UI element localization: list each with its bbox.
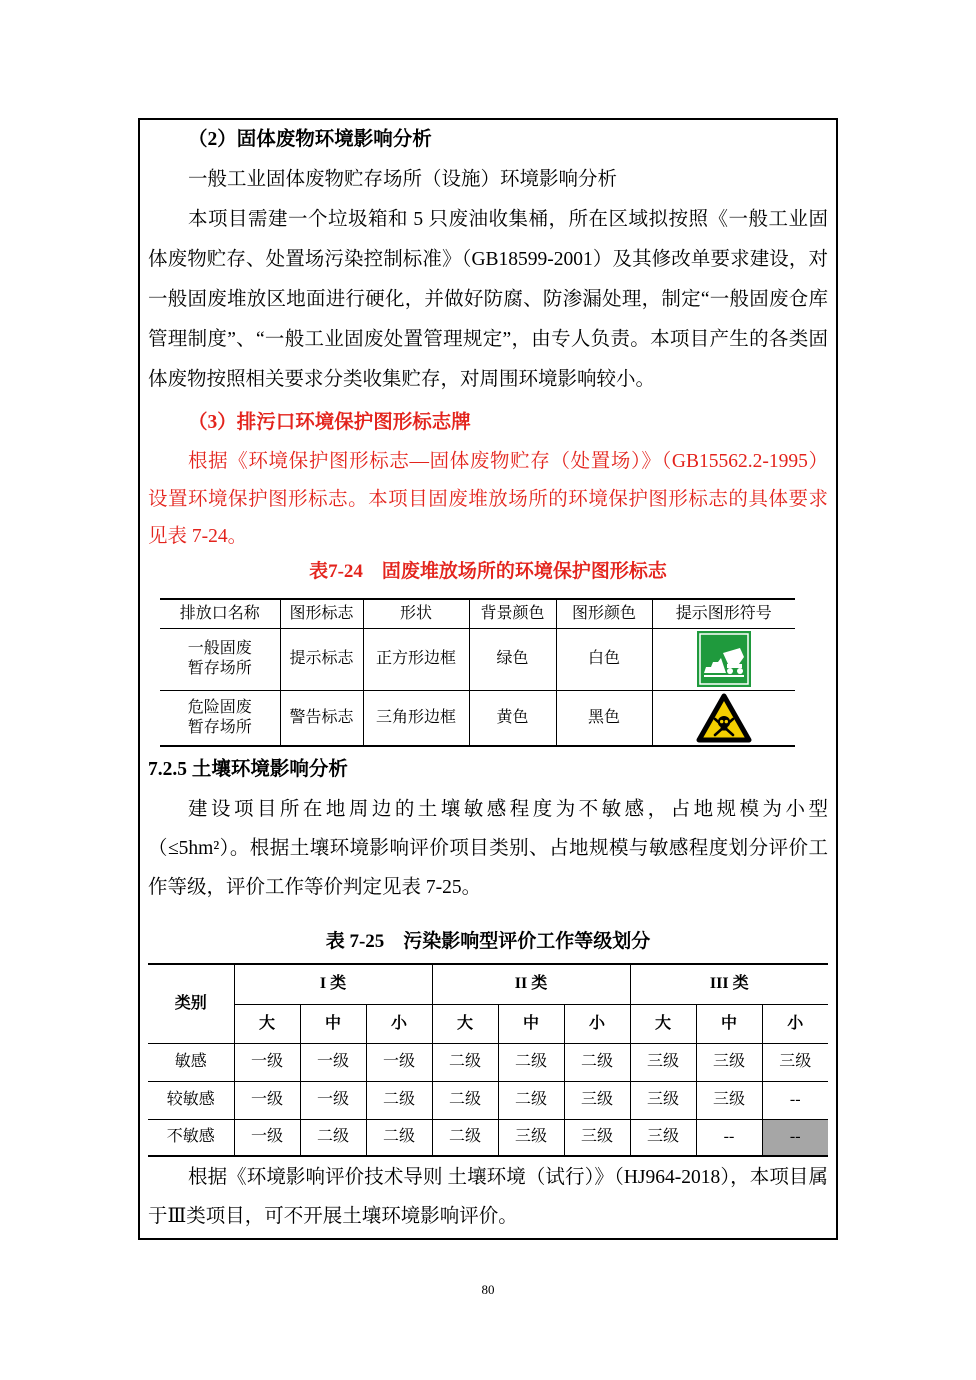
outlet-signs-heading: （3）排污口环境保护图形标志牌 [188,412,471,433]
general-solid-waste-sign-icon [697,631,751,687]
grade-cell: 二级 [432,1043,498,1081]
table-row [160,628,795,690]
outlet-name-line: 暂存场所 [187,718,252,736]
solid-waste-heading: （2）固体废物环境影响分析 [188,129,432,150]
scale-header-medium: 中 [300,1004,366,1043]
col-header-outlet-name: 排放口名称 [160,599,280,628]
solid-waste-paragraph: 本项目需建一个垃圾箱和 5 只废油收集桶，所在区域拟按照《一般工业固体废物贮存、处置场污染控制标准》（GB18599-2001）及其修改单要求建设，对一般固废堆放区地面进行硬化，并做好防腐、防渗漏处理，制定“一般固废仓库管理制度”、“一般工业固废处置管理规定”，由专人负责。本项目产生的各类固体废物按照相关要求分类收集贮存，对周围环境影响较小。 [148,209,828,390]
symbol-cell [652,690,795,746]
grade-cell: 二级 [300,1119,366,1156]
grade-cell: 三级 [564,1119,630,1156]
soil-paragraph: 建设项目所在地周边的土壤敏感程度为不敏感，占地规模为小型（≤5hm²）。根据土壤环境影响评价项目类别、占地规模与敏感程度划分评价工作等级，评价工作等价判定见表 7-25。 [148,799,828,898]
background-color-cell: 绿色 [469,628,556,690]
outlet-signs-paragraph: 根据《环境保护图形标志—固体废物贮存（处置场）》（GB15562.2-1995）设置环境保护图形标志。本项目固废堆放场所的环境保护图形标志的具体要求见表 7-24。 [148,451,828,547]
grade-cell: 三级 [696,1081,762,1119]
grade-cell: 三级 [564,1081,630,1119]
grade-cell: 一级 [234,1043,300,1081]
grade-cell: 二级 [432,1119,498,1156]
outlet-name-cell [160,690,280,746]
soil-table-caption: 表 7-25 污染影响型评价工作等级划分 [325,931,651,952]
table-header-row [148,964,828,1004]
scale-header-small: 小 [564,1004,630,1043]
grade-cell: 二级 [432,1081,498,1119]
scale-header-medium: 中 [498,1004,564,1043]
group-header-class-ii: II 类 [432,964,630,1004]
grade-cell: 二级 [498,1081,564,1119]
grade-cell: 三级 [630,1119,696,1156]
grade-cell: 二级 [564,1043,630,1081]
shape-cell: 正方形边框 [363,628,469,690]
scale-header-large: 大 [432,1004,498,1043]
scale-header-large: 大 [630,1004,696,1043]
outlet-name-line: 危险固废 [187,698,252,716]
table-row [148,1043,828,1081]
grade-cell: 三级 [498,1119,564,1156]
outlet-name-line: 一般固废 [187,640,252,657]
page-number: 80 [481,1282,495,1297]
soil-section-heading: 7.2.5 土壤环境影响分析 [148,759,348,780]
soil-assessment-grade-table [148,963,828,1157]
scale-header-large: 大 [234,1004,300,1043]
table-row [148,1119,828,1156]
grade-cell: 三级 [762,1043,828,1081]
category-header: 类别 [148,964,234,1043]
col-header-symbol-color: 图形颜色 [556,599,652,628]
col-header-background-color: 背景颜色 [469,599,556,628]
symbol-color-cell: 黑色 [556,690,652,746]
grade-cell: 一级 [300,1081,366,1119]
group-header-class-iii: III 类 [630,964,828,1004]
sign-table [160,598,795,747]
sign-type-cell: 警告标志 [280,690,363,746]
outlet-name-line: 暂存场所 [187,660,252,677]
sign-type-cell: 提示标志 [280,628,363,690]
scale-header-small: 小 [366,1004,432,1043]
grade-cell: 一级 [300,1043,366,1081]
col-header-symbol: 提示图形符号 [652,599,795,628]
grade-cell: 一级 [234,1119,300,1156]
group-header-class-i: I 类 [234,964,432,1004]
grade-cell: 二级 [366,1119,432,1156]
table-header-row [160,599,795,628]
hazardous-waste-warning-sign-icon [696,693,752,743]
col-header-sign-type: 图形标志 [280,599,363,628]
grade-cell: -- [696,1119,762,1156]
sign-table-caption: 表7-24 固废堆放场所的环境保护图形标志 [309,561,667,582]
grade-cell: 三级 [630,1043,696,1081]
grade-cell: 一级 [366,1043,432,1081]
sensitivity-label: 较敏感 [148,1081,234,1119]
solid-waste-subheading: 一般工业固体废物贮存场所（设施）环境影响分析 [188,169,618,190]
symbol-cell [652,628,795,690]
table-row [148,1081,828,1119]
sensitivity-label: 敏感 [148,1043,234,1081]
grade-cell: -- [762,1081,828,1119]
soil-conclusion-paragraph: 根据《环境影响评价技术导则 土壤环境（试行）》（HJ964-2018），本项目属于Ⅲ类项目，可不开展土壤环境影响评价。 [148,1167,828,1227]
grade-cell: 三级 [696,1043,762,1081]
sensitivity-label: 不敏感 [148,1119,234,1156]
background-color-cell: 黄色 [469,690,556,746]
table-row [160,690,795,746]
outlet-name-cell [160,628,280,690]
scale-header-medium: 中 [696,1004,762,1043]
grade-cell: 二级 [366,1081,432,1119]
shape-cell: 三角形边框 [363,690,469,746]
grade-cell-highlighted: -- [762,1119,828,1156]
table-subheader-row [148,1004,828,1043]
scale-header-small: 小 [762,1004,828,1043]
col-header-shape: 形状 [363,599,469,628]
grade-cell: 一级 [234,1081,300,1119]
grade-cell: 二级 [498,1043,564,1081]
symbol-color-cell: 白色 [556,628,652,690]
grade-cell: 三级 [630,1081,696,1119]
